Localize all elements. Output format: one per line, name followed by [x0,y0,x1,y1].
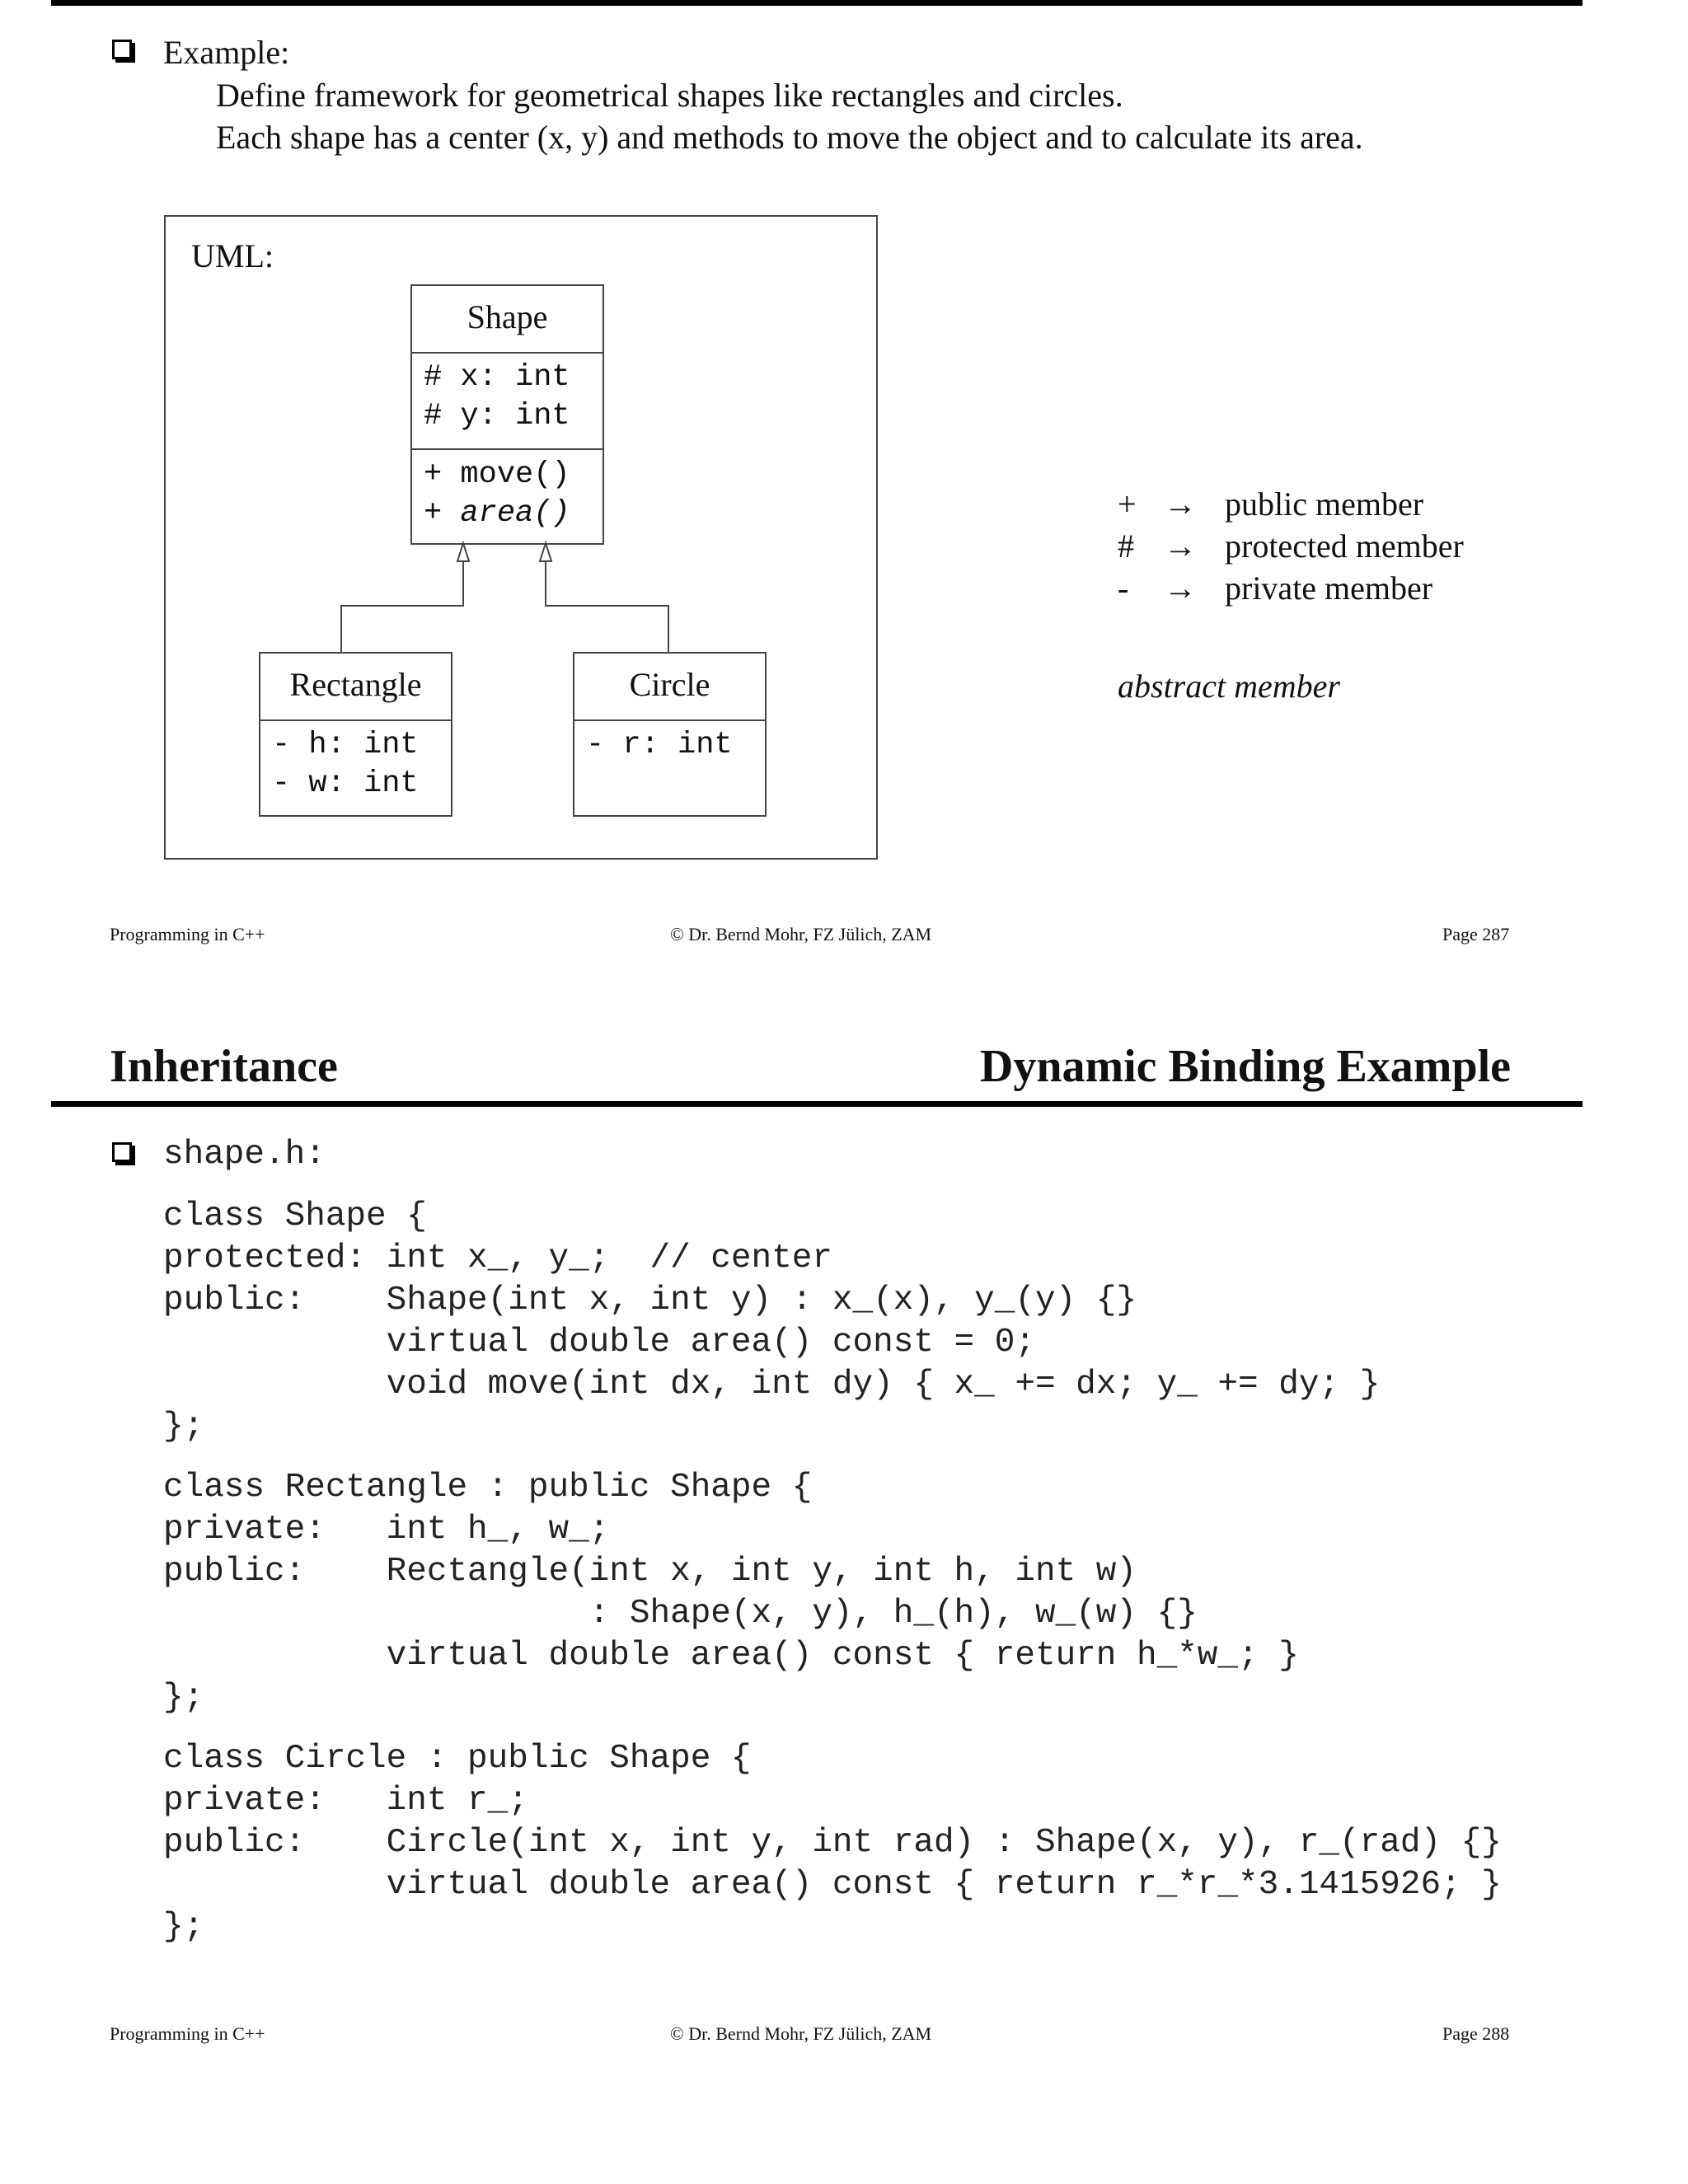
code-line: virtual double area() const { return h_*w_; } [163,1637,1299,1675]
code-line: virtual double area() const { return r_*r_*3.1415926; } [163,1866,1502,1904]
uml-attribute: # x: int [424,360,570,395]
footer-center: © Dr. Bernd Mohr, FZ Jülich, ZAM [670,2023,932,2044]
uml-attribute: - r: int [586,728,733,762]
legend-row-protected [1118,526,1464,567]
code-line: class Shape { [163,1197,427,1235]
legend-text: protected member [1225,527,1464,565]
arrow-icon: → [1164,569,1197,607]
circle-inheritance-connector [540,543,668,652]
code-line: public: Rectangle(int x, int y, int h, int w) [163,1553,1137,1591]
abstract-member-note: abstract member [1118,668,1340,705]
uml-class-name: Circle [629,666,710,703]
footer-center: © Dr. Bernd Mohr, FZ Jülich, ZAM [670,924,932,944]
uml-inheritance-connectors [0,0,1688,907]
footer-page-number: Page 288 [1442,2023,1510,2044]
page-title-right: Dynamic Binding Example [979,1041,1511,1092]
code-line: public: Circle(int x, int y, int rad) : Shape(x, y), r_(rad) {} [163,1824,1502,1862]
example-line-2: Each shape has a center (x, y) and methods to move the object and to calculate its area. [216,119,1363,156]
arrow-icon: → [1164,527,1197,565]
uml-attribute: - h: int [272,728,419,762]
uml-method-abstract: + area() [424,496,570,531]
footer-left: Programming in C++ [110,924,265,944]
legend-text: public member [1225,485,1424,523]
rectangle-inheritance-connector [341,543,469,652]
legend-symbol: - [1118,569,1129,607]
example-label: Example: [163,34,290,71]
code-line: }; [163,1679,204,1717]
code-line: private: int r_; [163,1782,528,1820]
legend-row-private [1118,568,1432,609]
code-line: class Circle : public Shape { [163,1740,752,1778]
uml-attribute: # y: int [424,399,570,434]
example-line-1: Define framework for geometrical shapes like rectangles and circles. [216,77,1123,114]
legend-text: private member [1225,569,1433,607]
legend-row-public [1118,484,1423,525]
legend-symbol: # [1118,527,1134,565]
code-line: class Rectangle : public Shape { [163,1469,813,1507]
code-line: }; [163,1908,204,1946]
uml-method: + move() [424,457,570,492]
code-line: virtual double area() const = 0; [163,1324,1035,1361]
legend-symbol: + [1118,485,1137,523]
page-title-left: Inheritance [110,1041,338,1092]
code-line: private: int h_, w_; [163,1511,610,1549]
code-line: void move(int dx, int dy) { x_ += dx; y_ += dy; } [163,1366,1381,1404]
footer-left: Programming in C++ [110,2023,265,2044]
footer-page-number: Page 287 [1442,924,1510,944]
code-line: : Shape(x, y), h_(h), w_(w) {} [163,1595,1198,1633]
uml-attribute: - w: int [272,766,419,801]
uml-class-name: Shape [467,298,548,335]
arrow-icon: → [1164,485,1197,523]
code-line: protected: int x_, y_; // center [163,1240,832,1277]
title-rule [51,1101,1582,1107]
code-line: public: Shape(int x, int y) : x_(x), y_(y) {} [163,1282,1137,1319]
file-label: shape.h: [163,1136,326,1174]
code-line: }; [163,1408,204,1446]
uml-label: UML: [191,237,274,274]
uml-class-name: Rectangle [289,666,422,703]
bullet-box-icon [112,1142,132,1162]
